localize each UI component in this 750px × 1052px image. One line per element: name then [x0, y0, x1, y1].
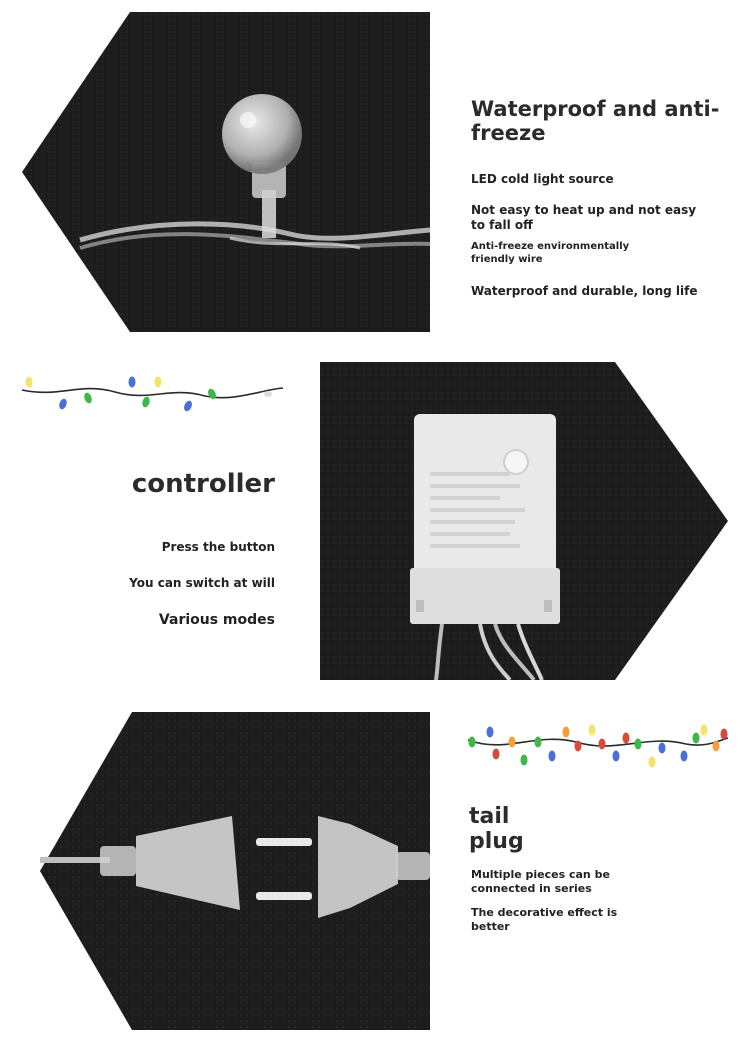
feature-durable: Waterproof and durable, long life — [471, 284, 698, 298]
controller-photo — [320, 362, 730, 680]
string-lights-decoration-2 — [466, 718, 730, 774]
heading-tail-plug: tail plug — [469, 804, 524, 855]
feature-connected-series: Multiple pieces can be connected in series — [471, 868, 610, 895]
feature-press-button: Press the button — [161, 540, 275, 554]
plug-photo — [0, 712, 430, 1030]
bulb-photo — [0, 12, 430, 332]
section-controller — [0, 350, 750, 690]
feature-switch-at-will: You can switch at will — [129, 576, 275, 590]
feature-anti-freeze-wire: Anti-freeze environmentally friendly wire — [471, 241, 630, 265]
section-tail-plug — [0, 700, 750, 1052]
heading-waterproof: Waterproof and anti-freeze — [471, 97, 720, 146]
string-lights-decoration — [20, 372, 285, 412]
heading-controller: controller — [131, 469, 275, 499]
feature-various-modes: Various modes — [158, 612, 275, 628]
feature-decorative-effect: The decorative effect is better — [471, 906, 618, 933]
feature-led-cold-light: LED cold light source — [471, 172, 614, 186]
section-bulb — [0, 0, 750, 340]
feature-not-easy-heat: Not easy to heat up and not easy to fall off — [471, 203, 697, 232]
